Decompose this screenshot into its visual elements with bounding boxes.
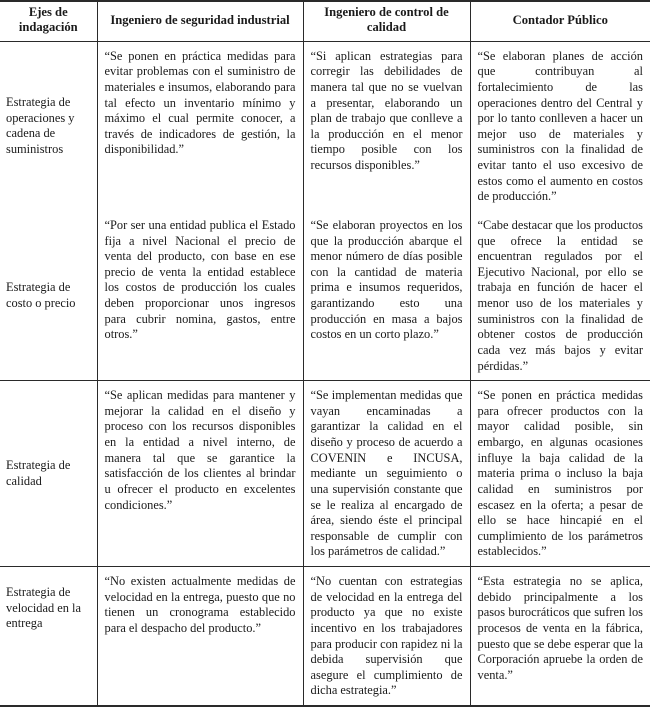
table-row <box>0 567 650 707</box>
cell-control-calidad-operaciones: “Si aplican estrategias para corregir las debilidades de manera tal que no se vuelvan a presentar, elaborando un plan de trabajo que conlleve a la producción en el menor tiempo posible con los recursos disponibles.” <box>303 41 470 211</box>
row-label-estrategia-calidad: Estrategia de calidad <box>0 381 97 567</box>
cell-contador-publico-velocidad: “Esta estrategia no se aplica, debido principalmente a los pasos burocráticos que sufren los procesos de venta en la fábrica, puesto que se debe esperar que la Corporación apruebe la orden de venta.” <box>470 567 650 707</box>
cell-seguridad-industrial-costo: “Por ser una entidad publica el Estado fija a nivel Nacional el precio de venta del producto, con base en ese precio de venta la entidad establece los costos de producción los cuales deben proporcionar unos ingresos para cubrir nomina, gastos, entre otros.” <box>97 211 303 381</box>
cell-control-calidad-velocidad: “No cuentan con estrategias de velocidad en la entrega del producto ya que no existe incentivo en los trabajadores para producir con rapidez ni la debida supervisión que asegure el cumplimiento de dicha estrategia.” <box>303 567 470 707</box>
cell-seguridad-industrial-operaciones: “Se ponen en práctica medidas para evitar problemas con el suministro de materiales e insumos, elaborando para tal efecto un inventario mínimo y máximo el cual permite conocer, a través de indicadores de gestión, la disponibilidad.” <box>97 41 303 211</box>
cell-control-calidad-calidad: “Se implementan medidas que vayan encaminadas a garantizar la calidad en el diseño y proceso de acuerdo a COVENIN e INCUSA, mediante un seguimiento o una supervisión constante que se le realiza al encargado de área, siendo éste el principal responsable de cumplir con los parámetros de calidad.” <box>303 381 470 567</box>
cell-control-calidad-costo: “Se elaboran proyectos en los que la producción abarque el menor número de días posible con la cantidad de materia prima e insumos requeridos, garantizando esto una producción en masa a bajos costos en un corto plazo.” <box>303 211 470 381</box>
column-header-contador-publico: Contador Público <box>470 1 650 41</box>
table-row <box>0 41 650 211</box>
cell-contador-publico-costo: “Cabe destacar que los productos que ofrece la entidad se encuentran regulados por el Ejecutivo Nacional, por ello se trabaja en función de hacer el menor uso de los materiales y suministros con la finalidad de obtener costos de producción cada vez más bajos y evitar pérdidas.” <box>470 211 650 381</box>
cell-seguridad-industrial-calidad: “Se aplican medidas para mantener y mejorar la calidad en el diseño y proceso con los recursos disponibles en la entidad a nivel interno, de manera tal que se garantice la satisfacción de los clientes al brindar u ofrecer el producto en excelentes condiciones.” <box>97 381 303 567</box>
column-header-ingeniero-seguridad-industrial: Ingeniero de seguridad industrial <box>97 1 303 41</box>
cell-contador-publico-calidad: “Se ponen en práctica medidas para ofrecer productos con la mayor calidad posible, sin embargo, en algunas ocasiones influye la baja calidad de la materia prima o incluso la baja calidad en suministros por escasez en la oferta; a pesar de ello se hace hincapié en el cumplimiento de los parámetros establecidos.” <box>470 381 650 567</box>
header-row <box>0 1 650 41</box>
table-row <box>0 381 650 567</box>
column-header-ingeniero-control-calidad: Ingeniero de control de calidad <box>303 1 470 41</box>
table-body <box>0 41 650 706</box>
row-label-estrategia-velocidad-entrega: Estrategia de velocidad en la entrega <box>0 567 97 707</box>
column-header-ejes-de-indagacion: Ejes de indagación <box>0 1 97 41</box>
row-label-estrategia-costo-o-precio: Estrategia de costo o precio <box>0 211 97 381</box>
cell-contador-publico-operaciones: “Se elaboran planes de acción que contribuyan al fortalecimiento de las operaciones dentro del Central y por lo tanto conlleven a hacer un mejor uso de materiales y suministros con la finalidad de evitar tanto el uso excesivo de estos como el aumento en costos de producción.” <box>470 41 650 211</box>
table-row <box>0 211 650 381</box>
row-label-estrategia-operaciones-cadena-suministros: Estrategia de operaciones y cadena de suministros <box>0 41 97 211</box>
table-header <box>0 1 650 41</box>
cell-seguridad-industrial-velocidad: “No existen actualmente medidas de velocidad en la entrega, puesto que no tienen un cronograma establecido para el despacho del producto.” <box>97 567 303 707</box>
